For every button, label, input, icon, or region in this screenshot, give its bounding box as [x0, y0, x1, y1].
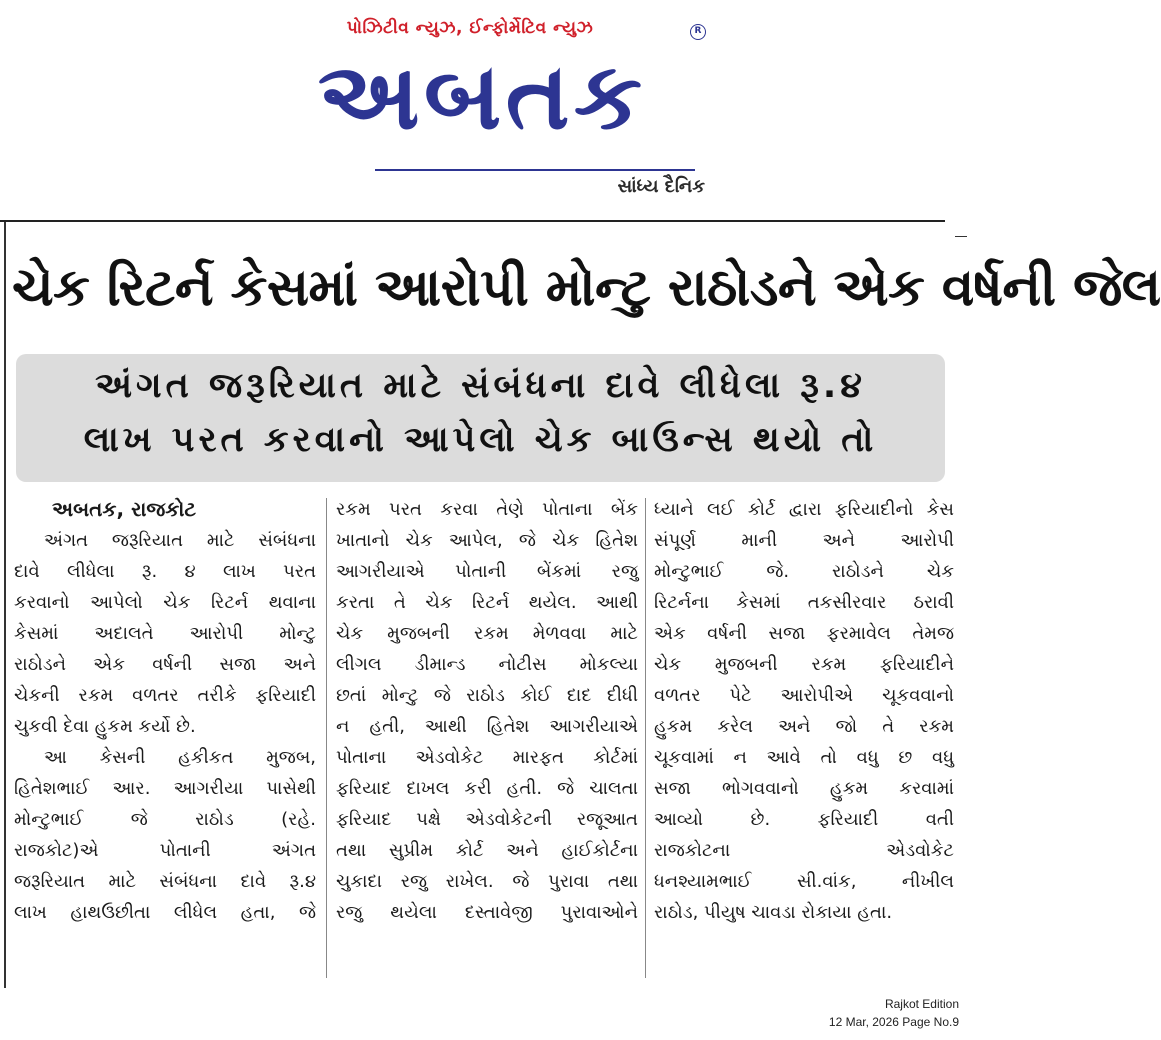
masthead-subtitle: સાંધ્ય દૈનિક	[617, 176, 705, 197]
column-line: લીગલ ડીમાન્ડ નોટીસ મોકલ્યા	[336, 654, 638, 675]
column-line: ધનશ્યામભાઈ સી.વાંક, નીખીલ	[654, 871, 954, 892]
masthead	[0, 0, 967, 210]
column-line: ફરિયાદ પક્ષે એડવોકેટની રજૂઆત	[336, 809, 638, 830]
column-line: ન હતી, આથી હિતેશ આગરીયાએ	[336, 716, 638, 737]
column-line: છતાં મોન્ટુ જે રાઠોડ કોઈ દાદ દીધી	[336, 685, 638, 706]
column-line: રકમ પરત કરવા તેણે પોતાના બેંક	[336, 499, 638, 520]
masthead-tagline: પોઝિટીવ ન્યુઝ, ઈન્ફોર્મેટિવ ન્યુઝ	[346, 18, 594, 38]
column-line: લાખ હાથઉછીતા લીધેલ હતા, જે	[14, 902, 316, 923]
newspaper-logo: અબતક	[317, 43, 647, 150]
column-line: કરવાનો આપેલો ચેક રિટર્ન થવાના	[14, 592, 316, 613]
edition-label: Rajkot Edition	[884, 997, 959, 1011]
column-line: તથા સુપ્રીમ કોર્ટ અને હાઈકોર્ટના	[336, 840, 638, 861]
column-line: રાઠોડને એક વર્ષની સજા અને	[14, 654, 316, 675]
column-line: સજા ભોગવવાનો હુકમ કરવામાં	[654, 778, 954, 799]
column-line: ફરિયાદ દાખલ કરી હતી. જે ચાલતા	[336, 778, 638, 799]
column-line: આ કેસની હકીકત મુજબ,	[44, 747, 316, 768]
column-line: પોતાના એડવોકેટ મારફત કોર્ટમાં	[336, 747, 638, 768]
registered-trademark-icon: R	[690, 24, 706, 40]
column-line: ચેક મુજબની રકમ ફરિયાદીને	[654, 654, 954, 675]
article-column-2	[336, 494, 638, 984]
article-dateline: અબતક, રાજકોટ	[52, 497, 197, 521]
column-line: ધ્યાને લઈ કોર્ટ દ્વારા ફરિયાદીનો કેસ	[654, 499, 954, 520]
article-column-3	[654, 494, 954, 984]
column-divider	[645, 498, 646, 978]
column-line: સંપૂર્ણ માની અને આરોપી	[654, 530, 954, 551]
column-line: એક વર્ષની સજા ફરમાવેલ તેમજ	[654, 623, 954, 644]
article-column-1	[14, 494, 316, 984]
column-line: હિતેશભાઈ આર. આગરીયા પાસેથી	[14, 778, 316, 799]
column-line: આગરીયાએ પોતાની બેંકમાં રજુ	[336, 561, 638, 582]
crop-mark	[955, 236, 967, 237]
column-line: ચૂકવામાં ન આવે તો વધુ છ વધુ	[654, 747, 954, 768]
column-line: ચુકાદા રજુ રાખેલ. જે પુરાવા તથા	[336, 871, 638, 892]
article-left-border	[4, 222, 6, 988]
column-line: ચુકવી દેવા હુકમ કર્યો છે.	[14, 716, 196, 737]
column-line: રજુ થયેલા દસ્તાવેજી પુરાવાઓને	[336, 902, 638, 923]
column-line: ખાતાનો ચેક આપેલ, જે ચેક હિતેશ	[336, 530, 638, 551]
column-line: આવ્યો છે. ફરિયાદી વતી	[654, 809, 954, 830]
column-line: રાઠોડ, પીયુષ ચાવડા રોકાયા હતા.	[654, 902, 893, 923]
logo-underline	[375, 169, 695, 171]
column-line: દાવે લીધેલા રૂ. ૪ લાખ પરત	[14, 561, 316, 582]
masthead-divider	[0, 220, 945, 222]
column-line: ચેક મુજબની રકમ મેળવવા માટે	[336, 623, 638, 644]
column-line: કેસમાં અદાલતે આરોપી મોન્ટુ	[14, 623, 316, 644]
column-line: હુકમ કરેલ અને જો તે રકમ	[654, 716, 954, 737]
column-divider	[326, 498, 327, 978]
column-line: મોન્ટુભાઈ જે. રાઠોડને ચેક	[654, 561, 954, 582]
article-body	[14, 494, 954, 986]
column-line: રિટર્નના કેસમાં તકસીરવાર ઠરાવી	[654, 592, 954, 613]
date-page-label: 12 Mar, 2026 Page No.9	[828, 1015, 959, 1029]
column-line: રાજકોટના એડવોકેટ	[654, 840, 954, 861]
article-headline: ચેક રિટર્ન કેસમાં આરોપી મોન્ટુ રાઠોડને એક વર્ષની જેલ	[12, 258, 1161, 318]
column-line: ચેકની રકમ વળતર તરીકે ફરિયાદી	[14, 685, 316, 706]
column-line: વળતર પેટે આરોપીએ ચૂકવવાનો	[654, 685, 954, 706]
page-footer	[829, 995, 959, 1031]
subheadline-box	[16, 354, 945, 482]
column-line: રાજકોટ)એ પોતાની અંગત	[14, 840, 316, 861]
subheadline-line-1: અંગત જરૂરિયાત માટે સંબંધના દાવે લીધેલા રૂ.૪	[95, 366, 866, 406]
column-line: જરૂરિયાત માટે સંબંધના દાવે રૂ.૪	[14, 871, 316, 892]
subheadline-line-2: લાખ પરત કરવાનો આપેલો ચેક બાઉન્સ થયો તો	[83, 420, 878, 460]
column-line: મોન્ટુભાઈ જે રાઠોડ (રહે.	[14, 809, 316, 830]
column-line: અંગત જરૂરિયાત માટે સંબંધના	[44, 530, 316, 551]
column-line: કરતા તે ચેક રિટર્ન થયેલ. આથી	[336, 592, 638, 613]
